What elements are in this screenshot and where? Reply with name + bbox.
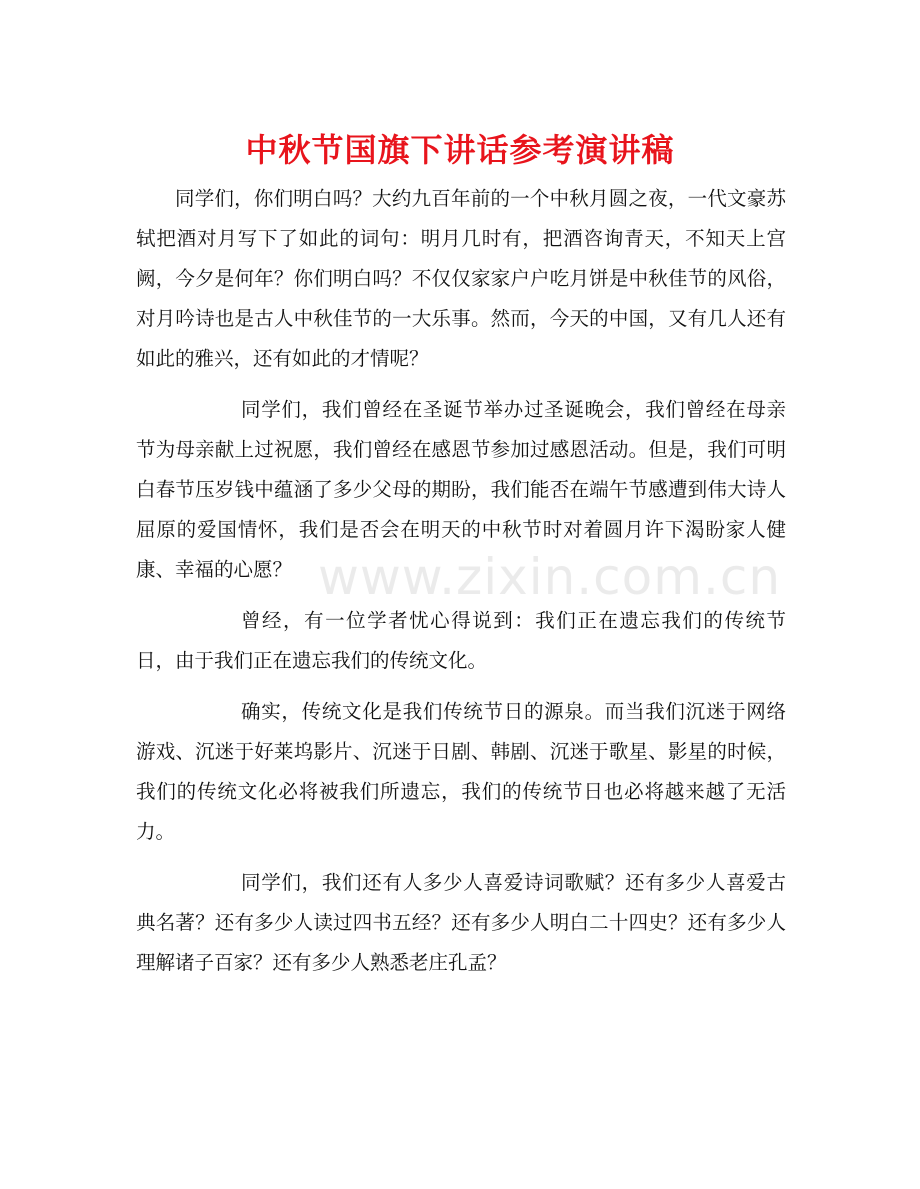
document-body — [136, 179, 786, 994]
paragraph-2: 同学们，我们曾经在圣诞节举办过圣诞晚会，我们曾经在母亲节为母亲献上过祝愿，我们曾经在感恩节参加过感恩活动。但是，我们可明白春节压岁钱中蕴涵了多少父母的期盼，我们能否在端午节感遭到伟大诗人屈原的爱国情怀，我们是否会在明天的中秋节时对着圆月许下渴盼家人健康、幸福的心愿？ — [136, 398, 786, 581]
paragraph-4: 确实，传统文化是我们传统节日的源泉。而当我们沉迷于网络游戏、沉迷于好莱坞影片、沉迷于日剧、韩剧、沉迷于歌星、影星的时候，我们的传统文化必将被我们所遗忘，我们的传统节日也必将越来越了无活力。 — [136, 700, 786, 843]
paragraph-5: 同学们，我们还有人多少人喜爱诗词歌赋？还有多少人喜爱古典名著？还有多少人读过四书五经？还有多少人明白二十四史？还有多少人理解诸子百家？还有多少人熟悉老庄孔孟？ — [136, 871, 786, 974]
document-title: 中秋节国旗下讲话参考演讲稿 — [245, 131, 675, 169]
paragraph-1: 同学们，你们明白吗？大约九百年前的一个中秋月圆之夜，一代文豪苏轼把酒对月写下了如此的词句：明月几时有，把酒咨询青天，不知天上宫阙，今夕是何年？你们明白吗？不仅仅家家户户吃月饼是中秋佳节的风俗，对月吟诗也是古人中秋佳节的一大乐事。然而，今天的中国，又有几人还有如此的雅兴，还有如此的才情呢？ — [136, 187, 786, 370]
paragraph-3: 曾经，有一位学者忧心得说到：我们正在遗忘我们的传统节日，由于我们正在遗忘我们的传统文化。 — [136, 609, 786, 672]
watermark-text: www.zixin.com.cn — [318, 548, 782, 606]
